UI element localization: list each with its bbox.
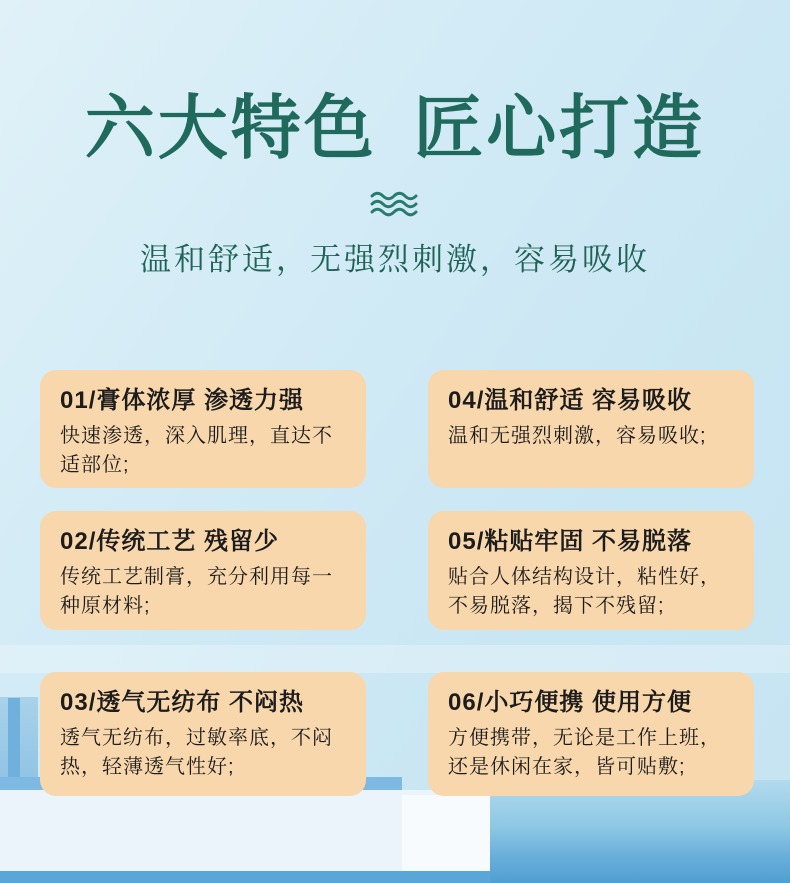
feature-card-body: 传统工艺制膏，充分利用每一种原材料; [60,566,333,617]
podium-white-block [402,795,490,871]
feature-card-01 [40,370,366,488]
background-band [0,645,790,673]
feature-card-body: 温和无强烈刺激，容易吸收; [448,425,707,447]
feature-card-05 [428,511,754,630]
podium-bottom-stripe [0,871,492,883]
feature-card-heading: 04/温和舒适 容易吸收 [448,387,693,414]
feature-card-06 [428,672,754,796]
feature-card-04 [428,370,754,488]
podium-left-stripe [8,698,20,786]
feature-card-03 [40,672,366,796]
waves-icon [0,190,790,220]
feature-card-body: 快速渗透，深入肌理，直达不适部位; [60,425,333,476]
feature-card-heading: 01/膏体浓厚 渗透力强 [60,387,305,414]
feature-card-body: 方便携带，无论是工作上班，还是休闲在家，皆可贴敷; [448,727,721,778]
feature-card-02 [40,511,366,630]
header [0,0,790,279]
feature-card-heading: 02/传统工艺 残留少 [60,528,280,555]
feature-card-heading: 05/粘贴牢固 不易脱落 [448,528,693,555]
page-subtitle: 温和舒适，无强烈刺激，容易吸收 [140,241,650,277]
feature-card-body: 透气无纺布，过敏率底，不闷热，轻薄透气性好; [60,727,333,778]
feature-card-heading: 03/透气无纺布 不闷热 [60,689,305,716]
feature-card-heading: 06/小巧便携 使用方便 [448,689,693,716]
feature-card-body: 贴合人体结构设计，粘性好，不易脱落，揭下不残留; [448,566,721,617]
page-title: 六大特色 匠心打造 [84,89,706,167]
